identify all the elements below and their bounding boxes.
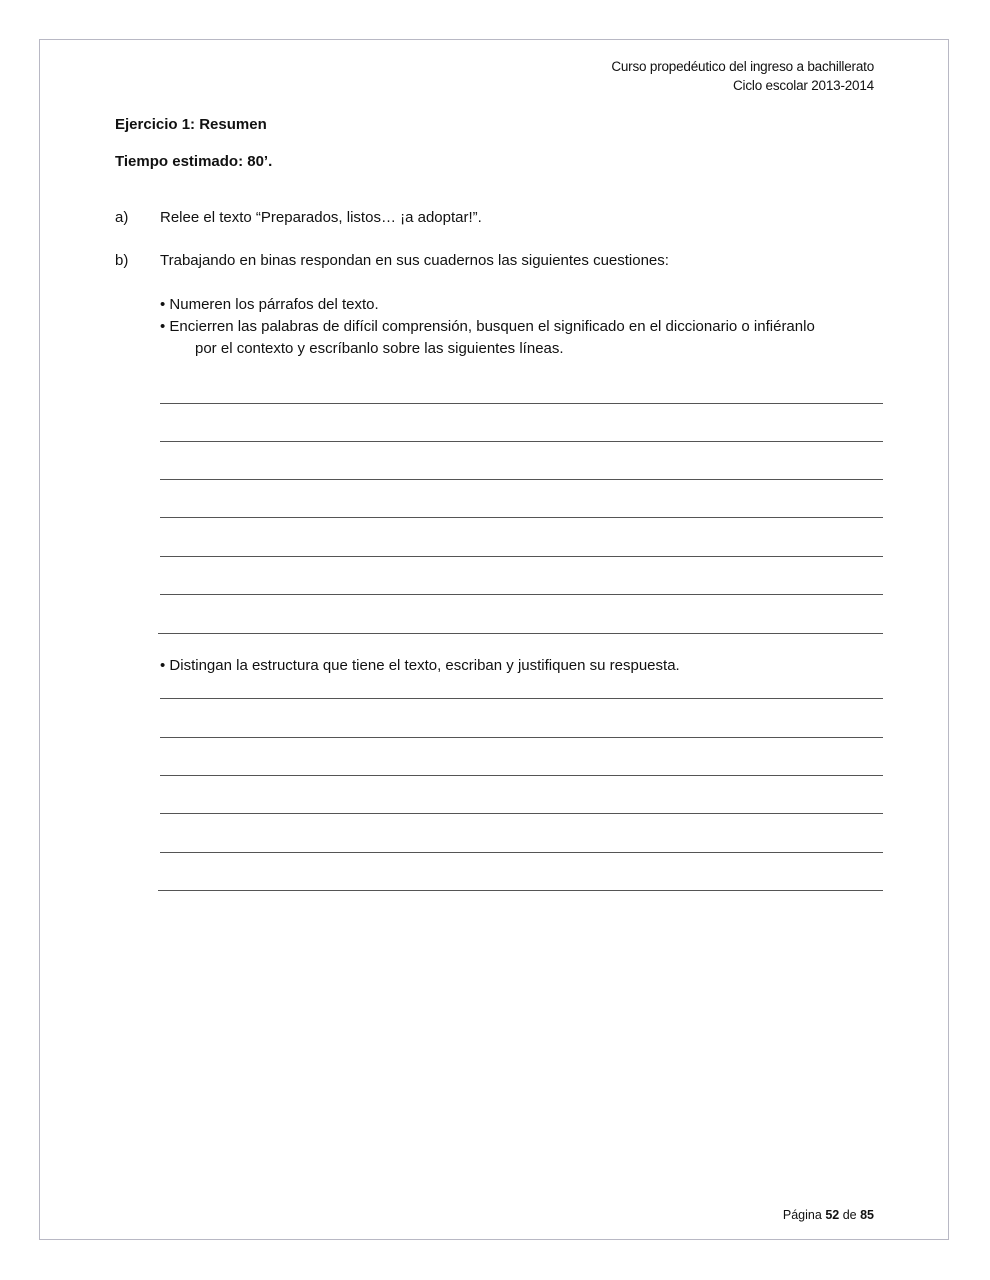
item-a-marker: a) — [115, 209, 129, 226]
answer-line — [160, 594, 883, 595]
answer-line — [160, 813, 883, 814]
item-b-text: Trabajando en binas respondan en sus cuadernos las siguientes cuestiones: — [160, 252, 669, 269]
bullet-structure: • Distingan la estructura que tiene el texto, escriban y justifiquen su respuesta. — [160, 657, 680, 674]
answer-line — [158, 633, 883, 634]
total-pages: 85 — [860, 1208, 874, 1222]
answer-line — [160, 479, 883, 480]
page-of: de — [842, 1208, 857, 1222]
answer-line — [160, 852, 883, 853]
item-a-text: Relee el texto “Preparados, listos… ¡a adoptar!”. — [160, 209, 482, 226]
answer-line — [160, 775, 883, 776]
answer-line — [160, 517, 883, 518]
page-label: Página — [782, 1208, 822, 1222]
current-page: 52 — [825, 1208, 840, 1222]
page-number — [783, 1208, 874, 1222]
answer-line — [158, 890, 883, 891]
bullet-circle-words: • Encierren las palabras de difícil comprensión, busquen el significado en el diccionario o infiéranlo — [160, 318, 815, 335]
bullet-number-paragraphs: • Numeren los párrafos del texto. — [160, 296, 379, 313]
answer-line — [160, 441, 883, 442]
header-course: Curso propedéutico del ingreso a bachillerato — [611, 59, 874, 74]
header-cycle: Ciclo escolar 2013-2014 — [733, 78, 874, 93]
estimated-time: Tiempo estimado: 80’. — [115, 153, 273, 170]
answer-line — [160, 556, 883, 557]
exercise-title: Ejercicio 1: Resumen — [115, 116, 267, 133]
answer-line — [160, 403, 883, 404]
item-b-marker: b) — [115, 252, 129, 269]
answer-line — [160, 698, 883, 699]
bullet-circle-words-cont: por el contexto y escríbanlo sobre las siguientes líneas. — [195, 340, 564, 357]
answer-line — [160, 737, 883, 738]
